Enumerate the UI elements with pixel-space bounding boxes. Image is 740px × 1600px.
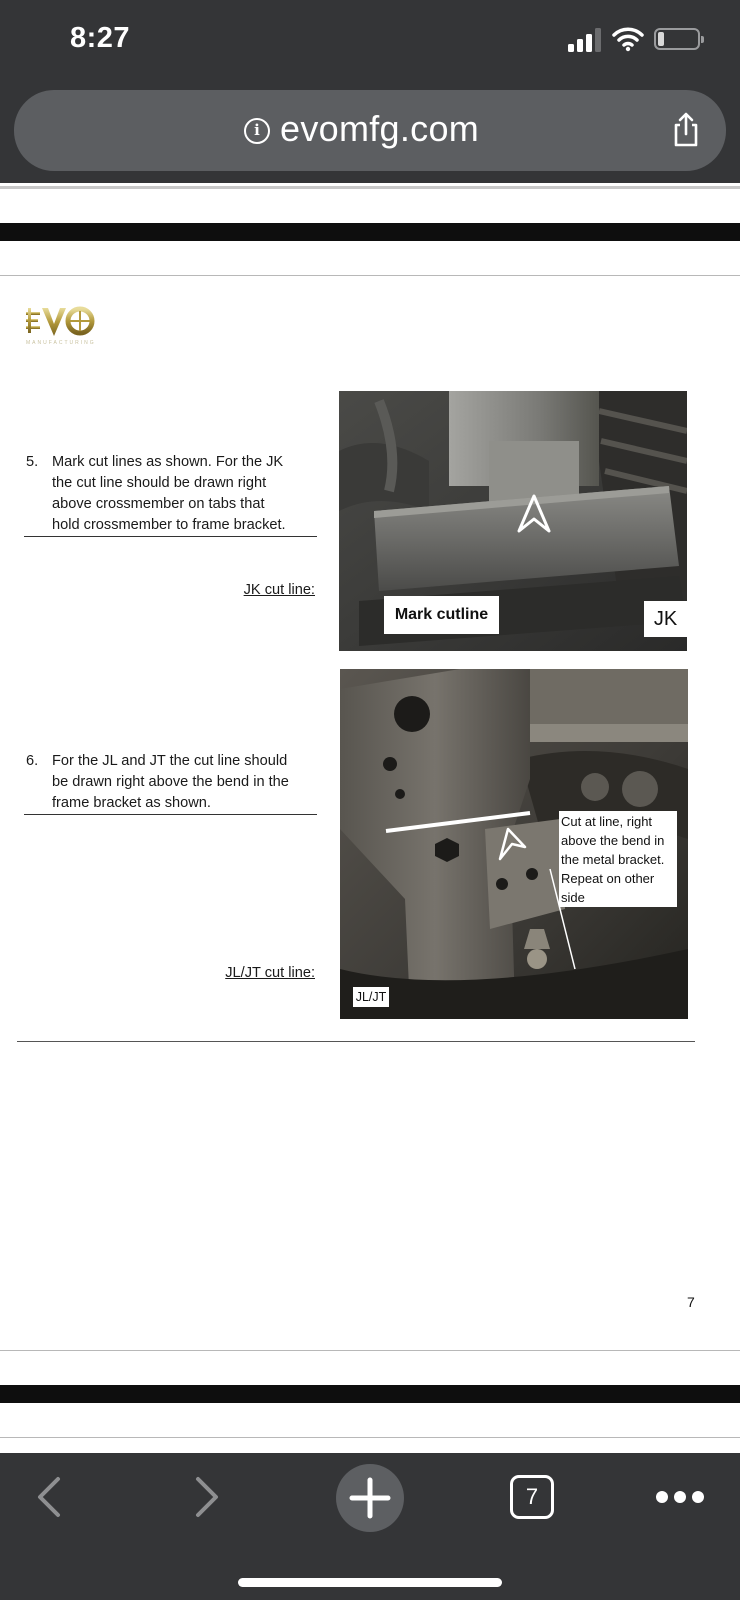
step-line: the cut line should be drawn right bbox=[52, 475, 267, 491]
step-text bbox=[52, 452, 286, 536]
status-time: 8:27 bbox=[70, 22, 131, 54]
address-bar[interactable] bbox=[14, 90, 726, 171]
share-icon[interactable] bbox=[670, 112, 702, 148]
page-gap-bar bbox=[0, 223, 740, 241]
step-line: above crossmember on tabs that bbox=[52, 496, 265, 512]
step-number: 6. bbox=[26, 753, 39, 769]
step-line: hold crossmember to frame bracket. bbox=[52, 517, 286, 533]
status-icons bbox=[568, 26, 708, 56]
note-line: above the bend in bbox=[561, 833, 665, 848]
chevron-right-icon[interactable] bbox=[194, 1475, 222, 1519]
mark-cutline-caption: Mark cutline bbox=[384, 596, 499, 634]
page-divider bbox=[0, 186, 740, 189]
next-page-top-edge bbox=[0, 1437, 740, 1438]
step-line: Mark cut lines as shown. For the JK bbox=[52, 454, 284, 470]
jljt-cut-label: JL/JT cut line: bbox=[225, 965, 315, 981]
note-line: Repeat on other bbox=[561, 871, 655, 886]
page-top-edge bbox=[0, 275, 740, 276]
more-dots-icon[interactable] bbox=[654, 1487, 706, 1507]
step-6-rule bbox=[24, 814, 317, 815]
step-text bbox=[52, 751, 289, 814]
info-circle-icon[interactable]: i bbox=[244, 118, 270, 144]
note-line: the metal bracket. bbox=[561, 852, 665, 867]
tabs-icon[interactable]: 7 bbox=[510, 1475, 554, 1519]
step-number: 5. bbox=[26, 454, 39, 470]
battery-icon bbox=[654, 28, 700, 50]
page-bottom-edge bbox=[0, 1350, 740, 1351]
step-line: For the JL and JT the cut line should bbox=[52, 753, 288, 769]
note-line: Cut at line, right bbox=[561, 814, 653, 829]
page-number: 7 bbox=[687, 1294, 695, 1310]
jk-photo bbox=[339, 391, 687, 651]
plus-icon[interactable] bbox=[336, 1464, 404, 1532]
url-text[interactable]: evomfg.com bbox=[280, 108, 480, 149]
step-line: be drawn right above the bend in the bbox=[52, 774, 289, 790]
chevron-left-icon[interactable] bbox=[34, 1475, 62, 1519]
cut-instruction-note bbox=[559, 811, 677, 907]
note-line: side bbox=[561, 890, 585, 905]
home-indicator[interactable] bbox=[238, 1578, 502, 1587]
page-gap-bar bbox=[0, 1385, 740, 1403]
step-line: frame bracket as shown. bbox=[52, 795, 211, 811]
section-end-rule bbox=[17, 1041, 695, 1042]
jljt-photo bbox=[340, 669, 688, 1019]
step-5-rule bbox=[24, 536, 317, 537]
jk-model-tag: JK bbox=[644, 601, 687, 637]
jk-cut-label: JK cut line: bbox=[243, 582, 315, 598]
browser-top-bar bbox=[0, 0, 740, 183]
logo-subtitle: MANUFACTURING bbox=[26, 340, 96, 346]
wifi-icon bbox=[612, 26, 644, 52]
jljt-model-tag: JL/JT bbox=[353, 987, 389, 1007]
cellular-signal-icon bbox=[568, 26, 604, 52]
